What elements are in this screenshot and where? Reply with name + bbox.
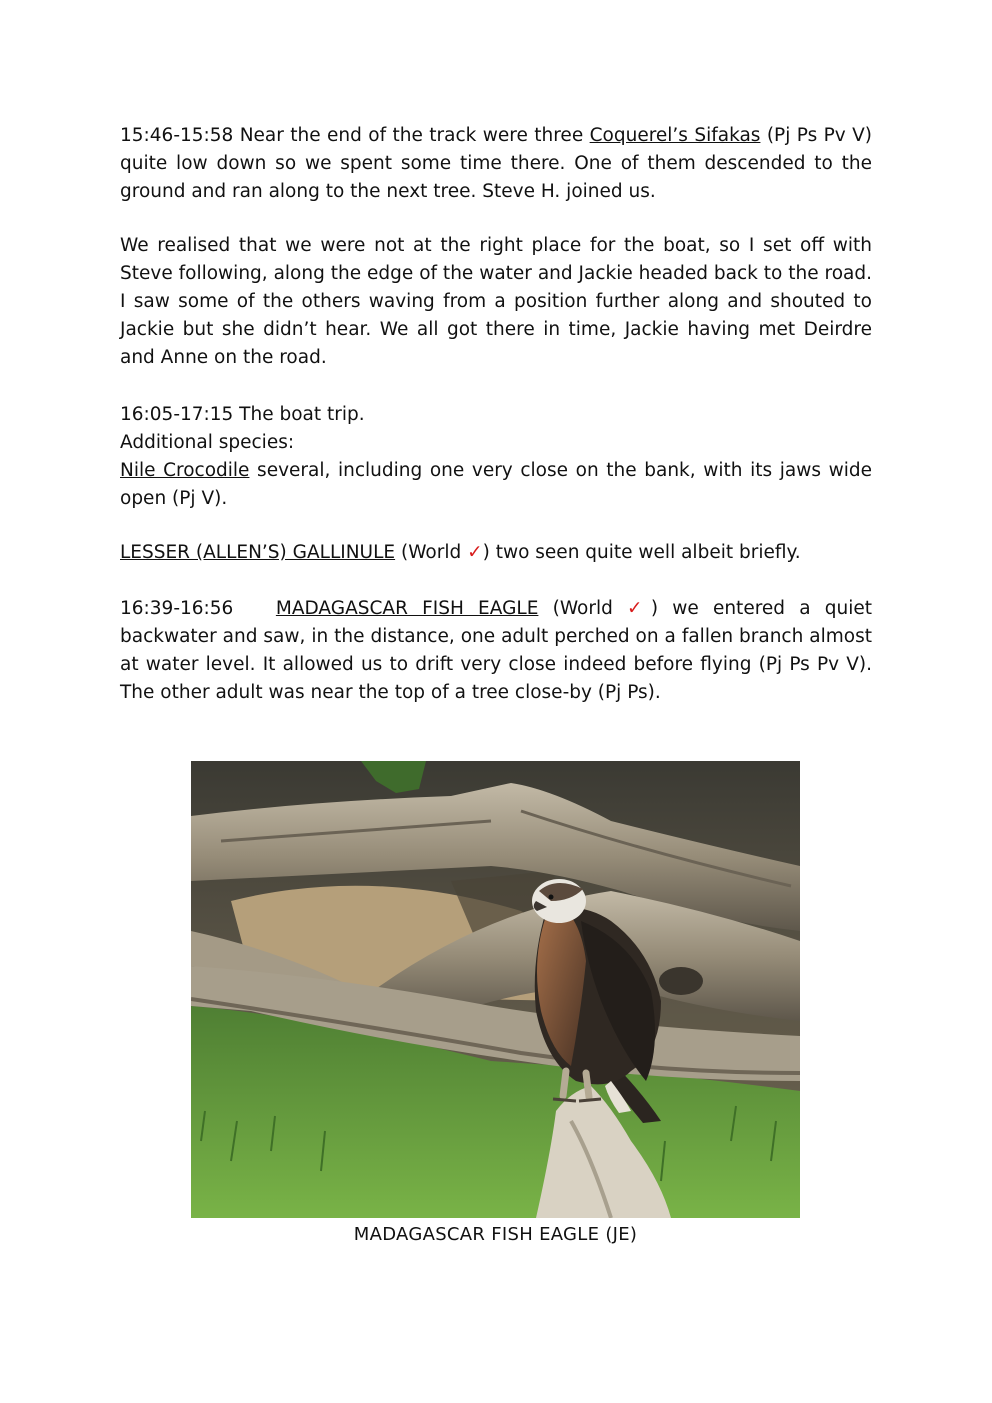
photo-caption: MADAGASCAR FISH EAGLE (JE) bbox=[353, 1224, 638, 1245]
checkmark-icon: ✓ bbox=[467, 542, 483, 563]
additional-species-label: Additional species: bbox=[120, 432, 295, 453]
species-name: Nile Crocodile bbox=[120, 460, 250, 481]
paragraph-gallinule: LESSER (ALLEN’S) GALLINULE (World ✓) two seen quite well albeit briefly. bbox=[120, 542, 801, 563]
time-range: 16:39-16:56 bbox=[120, 598, 234, 619]
paragraph-sifakas: 15:46-15:58 Near the end of the track were three Coquerel’s Sifakas (Pj Ps Pv V) quite low down so we spent some time there. One of them descended to the ground and ran along to the next tree. Steve H. joined us. bbox=[120, 125, 873, 202]
eagle-eye bbox=[549, 895, 554, 900]
fish-eagle-photo bbox=[191, 761, 800, 1218]
time-range: 15:46-15:58 bbox=[120, 125, 234, 146]
species-name: Coquerel’s Sifakas bbox=[589, 125, 761, 146]
boat-trip-heading: 16:05-17:15 The boat trip. bbox=[120, 404, 365, 425]
paragraph-fish-eagle: 16:39-16:56 MADAGASCAR FISH EAGLE (World ✓) we entered a quiet backwater and saw, in the distance, one adult perched on a fallen branch almost at water level. It allowed us to drift very close indeed before flying (Pj Ps Pv V). The other adult was near the top of a tree close-by (Pj Ps). bbox=[120, 598, 872, 703]
checkmark-icon: ✓ bbox=[627, 598, 651, 619]
paragraph-boat-trip: 16:05-17:15 The boat trip. Additional species: Nile Crocodile several, including one very close on the bank, with its jaws wide open (Pj V). bbox=[120, 404, 872, 509]
species-name: LESSER (ALLEN’S) GALLINULE bbox=[120, 542, 396, 563]
paragraph-boat-place: We realised that we were not at the right place for the boat, so I set off with Steve following, along the edge of the water and Jackie headed back to the road. I saw some of the others waving from a position further along and shouted to Jackie but she didn’t hear. We all got there in time, Jackie having met Deirdre and Anne on the road. bbox=[120, 235, 872, 368]
log-hollow bbox=[659, 967, 703, 995]
species-name: MADAGASCAR FISH EAGLE bbox=[275, 598, 539, 619]
